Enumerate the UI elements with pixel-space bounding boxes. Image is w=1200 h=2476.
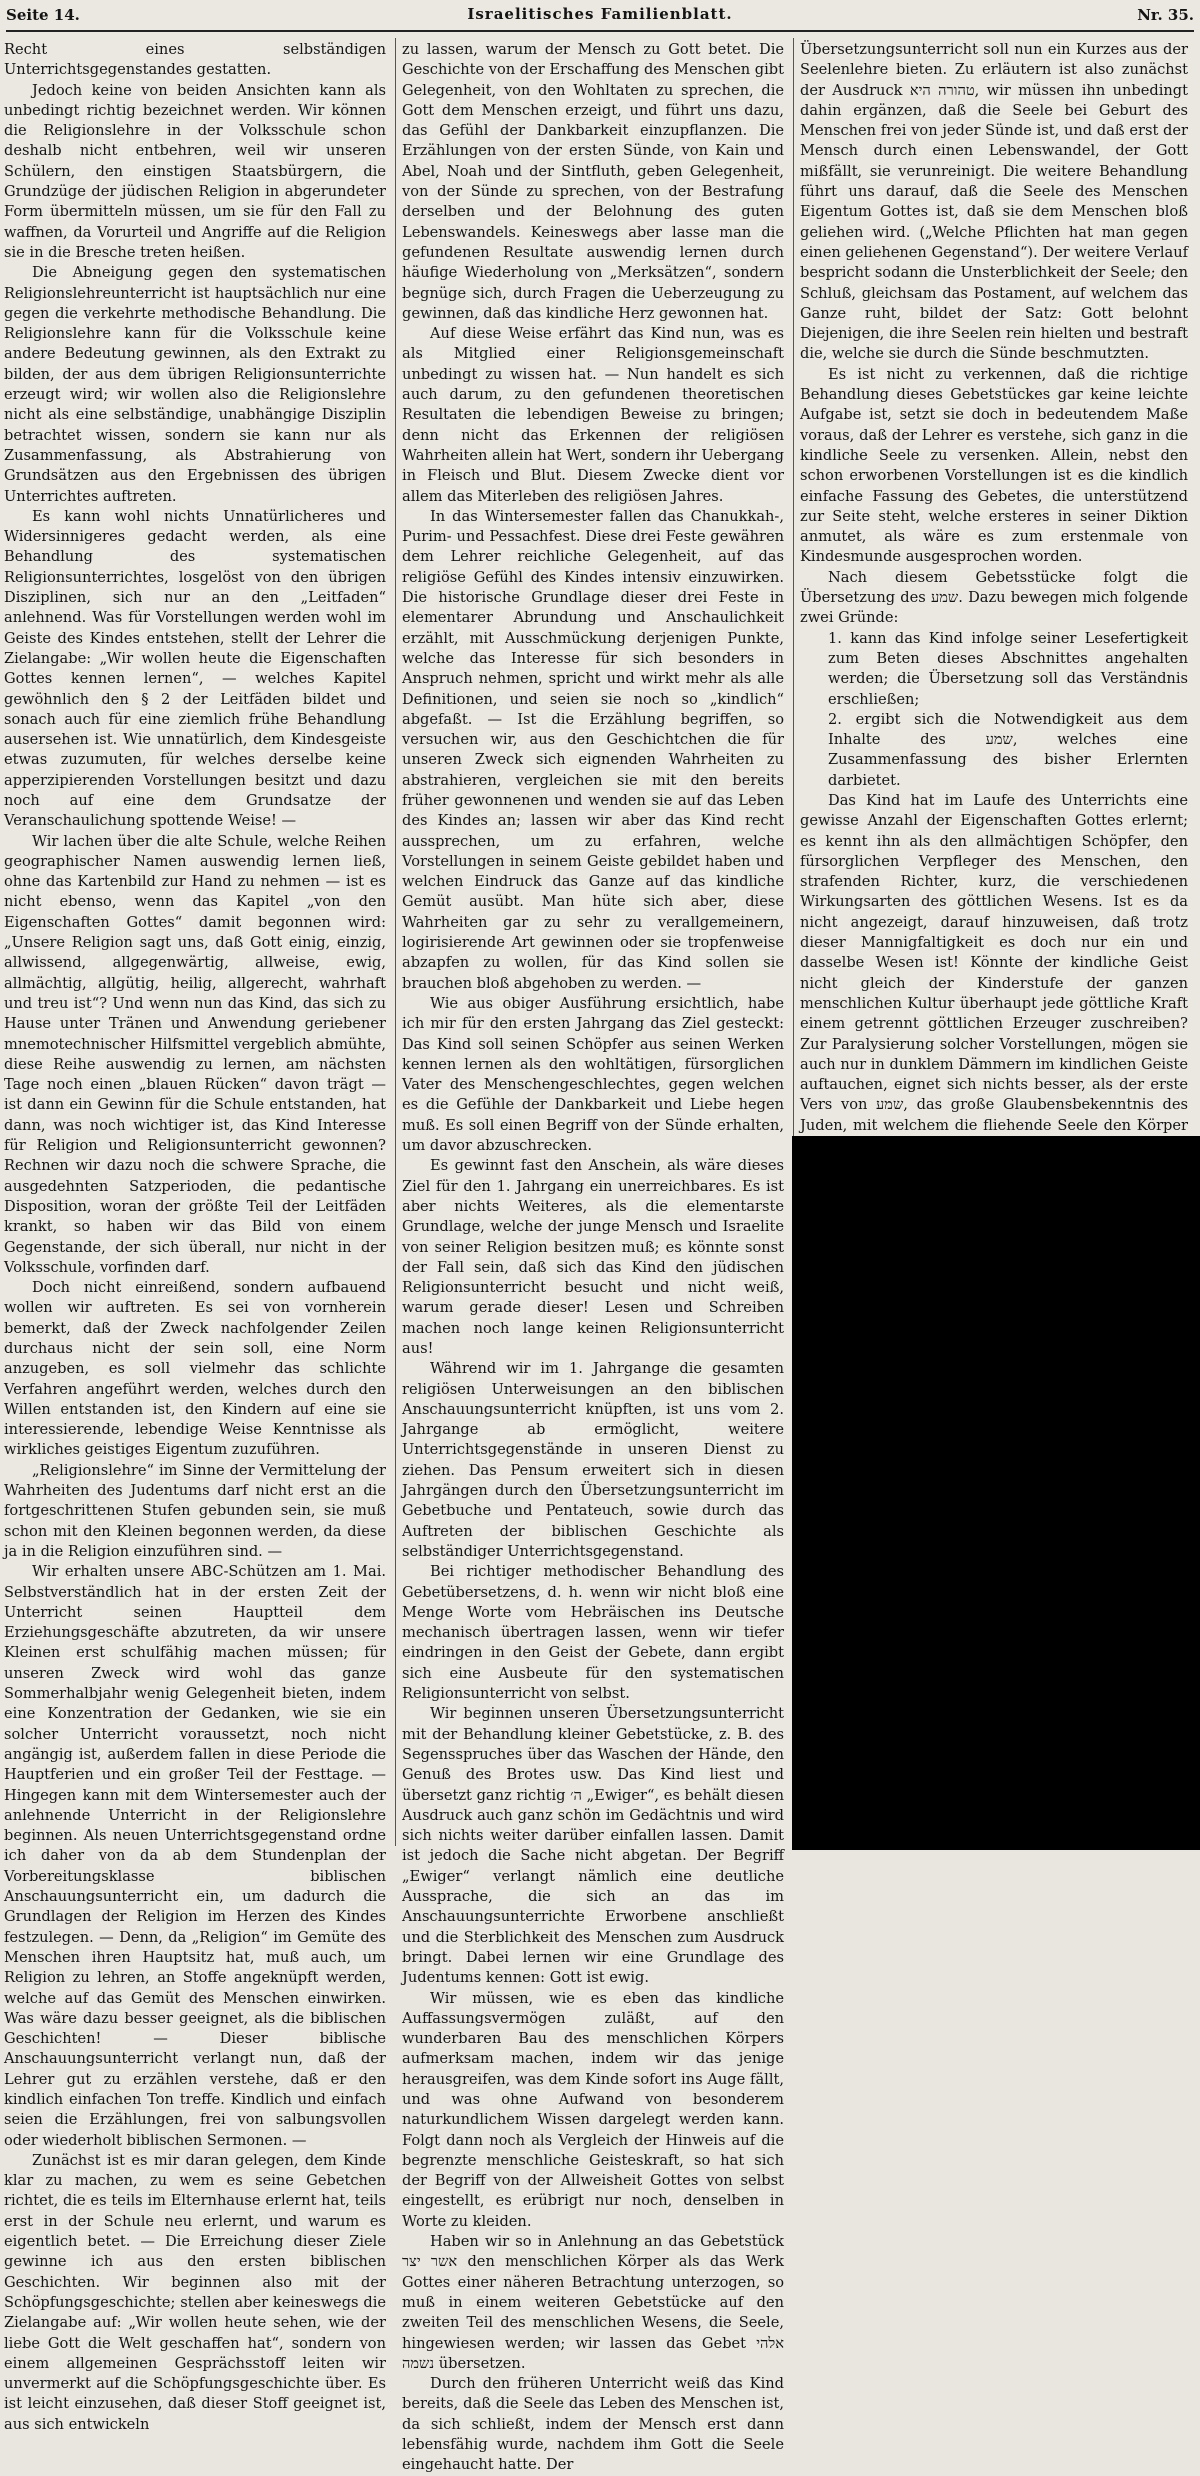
paragraph: Recht eines selbständigen Unterrichtsgegenstandes gestatten.	[4, 41, 386, 79]
list-item: 1. kann das Kind infolge seiner Lesefertigkeit zum Beten dieses Abschnittes angehalten werden; die Übersetzung soll das Verständnis erschließen;	[828, 629, 1188, 708]
column-divider	[395, 38, 396, 1846]
publication-title: Israelitisches Familienblatt.	[467, 5, 733, 23]
column-3	[800, 40, 1188, 1172]
numbered-list	[800, 629, 1188, 791]
paragraph: Zunächst ist es mir daran gelegen, dem Kinde klar zu machen, zu wem es seine Gebetchen richtet, die es teils im Elternhause erlernt hat, teils erst in der Schule neu erlernt, und warum es eigentlich betet. — Die Erreichung dieser Ziele gewinne ich aus den ersten biblischen Geschichten. Wir beginnen also mit der Schöpfungsgeschichte; stellen aber keineswegs die Zielangabe auf: „Wir wollen heute sehen, wie der liebe Gott die Welt geschaffen hat“, sondern von einem allgemeinen Gesprächsstoff leiten wir unvermerkt auf die Schöpfungsgeschichte über. Es ist leicht einzusehen, daß dieser Stoff geeignet ist, aus sich entwickeln	[4, 2151, 386, 2433]
column-2	[402, 40, 784, 2474]
page-number: Seite 14.	[6, 6, 80, 24]
paragraph: Es gewinnt fast den Anschein, als wäre dieses Ziel für den 1. Jahrgang ein unerreichbares. Es ist aber nichts Weiteres, als die elementarste Grundlage, welche der junge Mensch und Israelite von seiner Religion besitzen muß; es könnte sonst der Fall sein, daß sich das Kind den jüdischen Religionsunterricht besucht und nicht weiß, warum gerade dieser! Lesen und Schreiben machen noch lange keinen Religionsunterricht aus!	[402, 1157, 784, 1357]
black-redaction-block	[792, 1136, 1200, 1850]
list-item: 2. ergibt sich die Notwendigkeit aus dem Inhalte des שמע, welches eine Zusammenfassung des bisher Erlernten darbietet.	[828, 710, 1188, 789]
paragraph: Nach diesem Gebetsstücke folgt die Übersetzung des שמע. Dazu bewegen mich folgende zwei Gründe:	[800, 568, 1188, 627]
paragraph: Es kann wohl nichts Unnatürlicheres und Widersinnigeres gedacht werden, als eine Behandlung des systematischen Religionsunterrichtes, losgelöst von den übrigen Disziplinen, sich nur an den „Leitfaden“ anlehnend. Was für Vorstellungen werden wohl im Geiste des Kindes entstehen, stellt der Lehrer die Zielangabe: „Wir wollen heute die Eigenschaften Gottes kennen lernen“, — welches Kapitel gewöhnlich den § 2 der Leitfäden bildet und sonach auch für eine ziemlich frühe Behandlung ausersehen ist. Wie unnatürlich, dem Kindesgeiste etwas zuzumuten, für welches derselbe keine apperzipierenden Vorstellungen besitzt und dazu noch auf eine dem Grundsatze der Veranschaulichung spottende Weise! —	[4, 507, 386, 830]
paragraph: Die Abneigung gegen den systematischen Religionslehreunterricht ist hauptsächlich nur eine gegen die verkehrte methodische Behandlung. Die Religionslehre kann für die Volksschule keine andere Bedeutung gewinnen, als den Extrakt zu bilden, der aus dem übrigen Religionsunterrichte erzeugt wird; wir wollen also die Religionslehre nicht als eine selbständige, unabhängige Disziplin betrachtet wissen, sondern sie kann nur als Zusammenfassung, als Abstrahierung von Grundsätzen aus den Ergebnissen des übrigen Unterrichtes auftreten.	[4, 264, 386, 505]
paragraph: In das Wintersemester fallen das Chanukkah-, Purim- und Pessachfest. Diese drei Feste gewähren dem Lehrer reichliche Gelegenheit, auf das religiöse Gefühl des Kindes intensiv einzuwirken. Die historische Grundlage dieser drei Feste in elementarer Abrundung und Anschaulichkeit erzählt, mit Ausschmückung derjenigen Punkte, welche das Interesse für sich besonders in Anspruch nehmen, spricht und wirkt mehr als alle Definitionen, und seien sie noch so „kindlich“ abgefaßt. — Ist die Erzählung begriffen, so versuchen wir, aus den Geschichtchen die für unseren Zweck sich eignenden Wahrheiten zu abstrahieren, vergleichen sie mit den bereits früher gewonnenen und wenden sie auf das Leben des Kindes an; lassen wir aber das Kind recht aussprechen, um zu erfahren, welche Vorstellungen in seinem Geiste gebildet haben und welchen Eindruck das Ganze auf das kindliche Gemüt ausübt. Man hüte sich aber, diese Wahrheiten gar zu sehr zu verallgemeinern, logirisierende Art gewinnen oder sie tropfenweise abzapfen zu wollen, für das Kind sollen sie brauchen bloß abgehoben zu werden. —	[402, 507, 784, 992]
paragraph: Bei richtiger methodischer Behandlung des Gebetübersetzens, d. h. wenn wir nicht bloß eine Menge Worte vom Hebräischen ins Deutsche mechanisch übertragen lassen, wenn wir tiefer eindringen in den Geist der Gebete, dann ergibt sich eine Ausbeute für den systematischen Religionsunterricht von selbst.	[402, 1563, 784, 1703]
paragraph: Wir lachen über die alte Schule, welche Reihen geographischer Namen auswendig lernen ließ, ohne das Kartenbild zur Hand zu nehmen — ist es nicht ebenso, wenn das Kapitel „von den Eigenschaften Gottes“ damit begonnen wird: „Unsere Religion sagt uns, daß Gott einig, einzig, allwissend, allgegenwärtig, allweise, ewig, allmächtig, allgütig, heilig, allgerecht, wahrhaft und treu ist“? Und wenn nun das Kind, das sich zu Hause unter Tränen und Anwendung geriebener mnemotechnischer Hilfsmittel vergeblich abmühte, diese Reihe auswendig zu lernen, am nächsten Tage noch einen „blauen Rücken“ davon trägt — ist dann ein Gewinn für die Schule entstanden, hat dann, was noch wichtiger ist, das Kind Interesse für Religion und Religionsunterricht gewonnen? Rechnen wir dazu noch die schwere Sprache, die ausgedehnten Satzperioden, die pedantische Disposition, woran der größte Teil der Leitfäden krankt, so haben wir das Bild von einem Gegenstande, der sich überall, nur nicht in der Volksschule, vorfinden darf.	[4, 832, 386, 1276]
paragraph: Wir müssen, wie es eben das kindliche Auffassungsvermögen zuläßt, auf den wunderbaren Bau des menschlichen Körpers aufmerksam machen, indem wir das jenige herausgreifen, was dem Kinde sofort ins Auge fällt, und was ohne Aufwand von besonderem naturkundlichem Wissen dargelegt werden kann. Folgt dann noch als Vergleich der Hinweis auf die begrenzte menschliche Geisteskraft, so hat sich der Begriff von der Allweisheit Gottes von selbst eingestellt, es erübrigt nur noch, denselben in Worte zu kleiden.	[402, 1989, 784, 2230]
paragraph: Jedoch keine von beiden Ansichten kann als unbedingt richtig bezeichnet werden. Wir können die Religionslehre in der Volksschule schon deshalb nicht entbehren, weil wir unseren Schülern, den einstigen Staatsbürgern, die Grundzüge der jüdischen Religion in abgerundeter Form übermitteln müssen, um sie für den Fall zu waffnen, da Vorurteil und Angriffe auf die Religion sie in die Bresche treten heißen.	[4, 81, 386, 261]
paragraph: Durch den früheren Unterricht weiß das Kind bereits, daß die Seele das Leben des Menschen ist, da sich schließt, indem der Mensch erst dann lebensfähig wurde, nachdem ihm Gott die Seele eingehaucht hatte. Der	[402, 2375, 784, 2474]
paragraph: Auf diese Weise erfährt das Kind nun, was es als Mitglied einer Religionsgemeinschaft unbedingt zu wissen hat. — Nun handelt es sich auch darum, zu den gefundenen theoretischen Resultaten die lebendigen Beweise zu bringen; denn nicht das Erkennen der religiösen Wahrheiten allein hat Wert, sondern ihr Uebergang in Fleisch und Blut. Diesem Zwecke dient vor allem das Miterleben des religiösen Jahres.	[402, 325, 784, 505]
paragraph: Übersetzungsunterricht soll nun ein Kurzes aus der Seelenlehre bieten. Zu erläutern ist also zunächst der Ausdruck טהורה היא, wir müssen ihn unbedingt dahin ergänzen, daß die Seele bei Geburt des Menschen frei von jeder Sünde ist, und daß erst der Mensch durch einen Lebenswandel, der Gott mißfällt, sie verunreinigt. Die weitere Behandlung führt uns darauf, daß die Seele des Menschen Eigentum Gottes ist, daß sie dem Menschen bloß geliehen wird. („Welche Pflichten hat man gegen einen geliehenen Gegenstand“). Der weitere Verlauf bespricht sodann die Unsterblichkeit der Seele; den Schluß, gleichsam das Postament, auf welchem das Ganze ruht, bildet der Satz: Gott belohnt Diejenigen, die ihre Seelen rein hielten und bestraft die, welche sie durch die Sünde beschmutzten.	[800, 41, 1188, 363]
column-1	[4, 40, 386, 2433]
paragraph: Es ist nicht zu verkennen, daß die richtige Behandlung dieses Gebetstückes gar keine leichte Aufgabe ist, setzt sie doch in bedeutendem Maße voraus, daß der Lehrer es verstehe, sich ganz in die kindliche Seele zu versenken. Allein, nebst den schon erworbenen Vorstellungen ist es die kindlich einfache Fassung des Gebetes, die unterstützend zur Seite steht, welche ersteres in seiner Diktion anmutet, als wäre es zum erstenmale von Kindesmunde ausgesprochen worden.	[800, 365, 1188, 566]
paragraph: Wir erhalten unsere ABC-Schützen am 1. Mai. Selbstverständlich hat in der ersten Zeit der Unterricht seinen Hauptteil dem Erziehungsgeschäfte abzutreten, da wir unsere Kleinen erst schulfähig machen müssen; für unseren Zweck wird wohl das ganze Sommerhalbjahr wenig Gelegenheit bieten, indem eine Konzentration der Gedanken, wie sie ein solcher Unterricht voraussetzt, noch nicht angängig ist, außerdem fallen in diese Periode die Hauptferien und ein großer Teil der Festtage. — Hingegen kann mit dem Wintersemester auch der anlehnende Unterricht in der Religionslehre beginnen. Als neuen Unterrichtsgegenstand ordne ich daher von da ab dem Stundenplan der Vorbereitungsklasse biblischen Anschauungsunterricht ein, um dadurch die Grundlagen der Religion im Herzen des Kindes festzulegen. — Denn, da „Religion“ im Gemüte des Menschen ihren Hauptsitz hat, muß auch, um Religion zu lehren, an Stoffe angeknüpft werden, welche auf das Gemüt des Menschen einwirken. Was wäre dazu besser geeignet, als die biblischen Geschichten! — Dieser biblische Anschauungsunterricht verlangt nun, daß der Lehrer gut zu erzählen verstehe, daß er den kindlich einfachen Ton treffe. Kindlich und einfach seien die Erzählungen, frei von salbungsvollen oder wiederholt biblischen Sermonen. —	[4, 1563, 386, 2149]
paragraph: Das Kind hat im Laufe des Unterrichts eine gewisse Anzahl der Eigenschaften Gottes erlernt; es kennt ihn als den allmächtigen Schöpfer, den fürsorglichen Verpfleger des Menschen, den strafenden Richter, kurz, die verschiedenen Wirkungsarten des göttlichen Wesens. Ist es da nicht angezeigt, darauf hinzuweisen, daß trotz dieser Mannigfaltigkeit es doch nur ein und dasselbe Wesen ist! Könnte der kindliche Geist nicht gleich der Kinderstufe der ganzen menschlichen Kultur überhaupt jede göttliche Kraft einem getrennt göttlichen Erzeuger zuschreiben? Zur Paralysierung solcher Vorstellungen, mögen sie auch nur in dunklem Dämmern im kindlichen Geiste auftauchen, eignet sich nichts besser, als der erste Vers von שמע, das große Glaubensbekenntnis des Juden, mit welchem die fliehende Seele den Körper	[800, 791, 1189, 1134]
paragraph: zu lassen, warum der Mensch zu Gott betet. Die Geschichte von der Erschaffung des Menschen gibt Gelegenheit, von den Wohltaten zu sprechen, die Gott dem Menschen erzeigt, und führt uns dazu, das Gefühl der Dankbarkeit einzupflanzen. Die Erzählungen von der ersten Sünde, von Kain und Abel, Noah und der Sintfluth, geben Gelegenheit, von der Sünde zu sprechen, von der Bestrafung derselben und der Belohnung des guten Lebenswandels. Keineswegs aber lasse man die gefundenen Resultate auswendig lernen durch häufige Wiederholung von „Merksätzen“, sondern begnüge sich, durch Fragen die Ueberzeugung zu gewinnen, daß das kindliche Herz gewonnen hat.	[402, 41, 784, 322]
paragraph: Während wir im 1. Jahrgange die gesamten religiösen Unterweisungen an den biblischen Anschauungsunterricht knüpften, ist uns vom 2. Jahrgange ab ermöglicht, weitere Unterrichtsgegenstände in unseren Dienst zu ziehen. Das Pensum erweitert sich in diesen Jahrgängen durch den Übersetzungsunterricht im Gebetbuche und Pentateuch, sowie durch das Auftreten der biblischen Geschichte als selbständiger Unterrichtsgegenstand.	[402, 1360, 784, 1560]
paragraph: Haben wir so in Anlehnung an das Gebetstück אשר יצר den menschlichen Körper als das Werk Gottes einer näheren Betrachtung unterzogen, so muß in einem weiteren Gebetstücke auf den zweiten Teil des menschlichen Wesens, die Seele, hingewiesen werden; wir lassen das Gebet אלהי נשמה übersetzen.	[402, 2233, 784, 2372]
paragraph: Wie aus obiger Ausführung ersichtlich, habe ich mir für den ersten Jahrgang das Ziel gesteckt: Das Kind soll seinen Schöpfer aus seinen Werken kennen lernen als den wohltätigen, fürsorglichen Vater des Menschengeschlechtes, gegen welchen es die Gefühle der Dankbarkeit und Liebe hegen muß. Es soll einen Begriff von der Sünde erhalten, um davor abzuschrecken.	[402, 994, 784, 1155]
paragraph: Doch nicht einreißend, sondern aufbauend wollen wir auftreten. Es sei von vornherein bemerkt, daß der Zweck nachfolgender Zeilen durchaus nicht der sein soll, eine Norm anzugeben, es soll vielmehr das schlichte Verfahren angeführt werden, welches durch den Willen entstanden ist, den Kindern auf eine sie interessierende, lebendige Weise Kenntnisse als wirkliches geistiges Eigentum zuzuführen.	[4, 1279, 386, 1459]
issue-number: Nr. 35.	[1137, 6, 1194, 24]
page-header	[6, 0, 1194, 32]
paragraph: Wir beginnen unseren Übersetzungsunterricht mit der Behandlung kleiner Gebetstücke, z. B. des Segensspruches über das Waschen der Hände, den Genuß des Brotes usw. Das Kind liest und übersetzt ganz richtig ה׳ „Ewiger“, es behält diesen Ausdruck auch ganz schön im Gedächtnis und wird sich nichts weiter darüber einfallen lassen. Damit ist jedoch die Sache nicht abgetan. Der Begriff „Ewiger“ verlangt nämlich eine deutliche Aussprache, die sich an das im Anschauungsunterrichte Erworbene anschließt und die Sterblichkeit des Menschen zum Ausdruck bringt. Dabei lernen wir eine Grundlage des Judentums kennen: Gott ist ewig.	[402, 1705, 784, 1987]
paragraph: „Religionslehre“ im Sinne der Vermittelung der Wahrheiten des Judentums darf nicht erst an die fortgeschrittenen Stufen gebunden sein, sie muß schon mit den Kleinen begonnen werden, da diese ja in die Religion einzuführen sind. —	[4, 1461, 386, 1560]
